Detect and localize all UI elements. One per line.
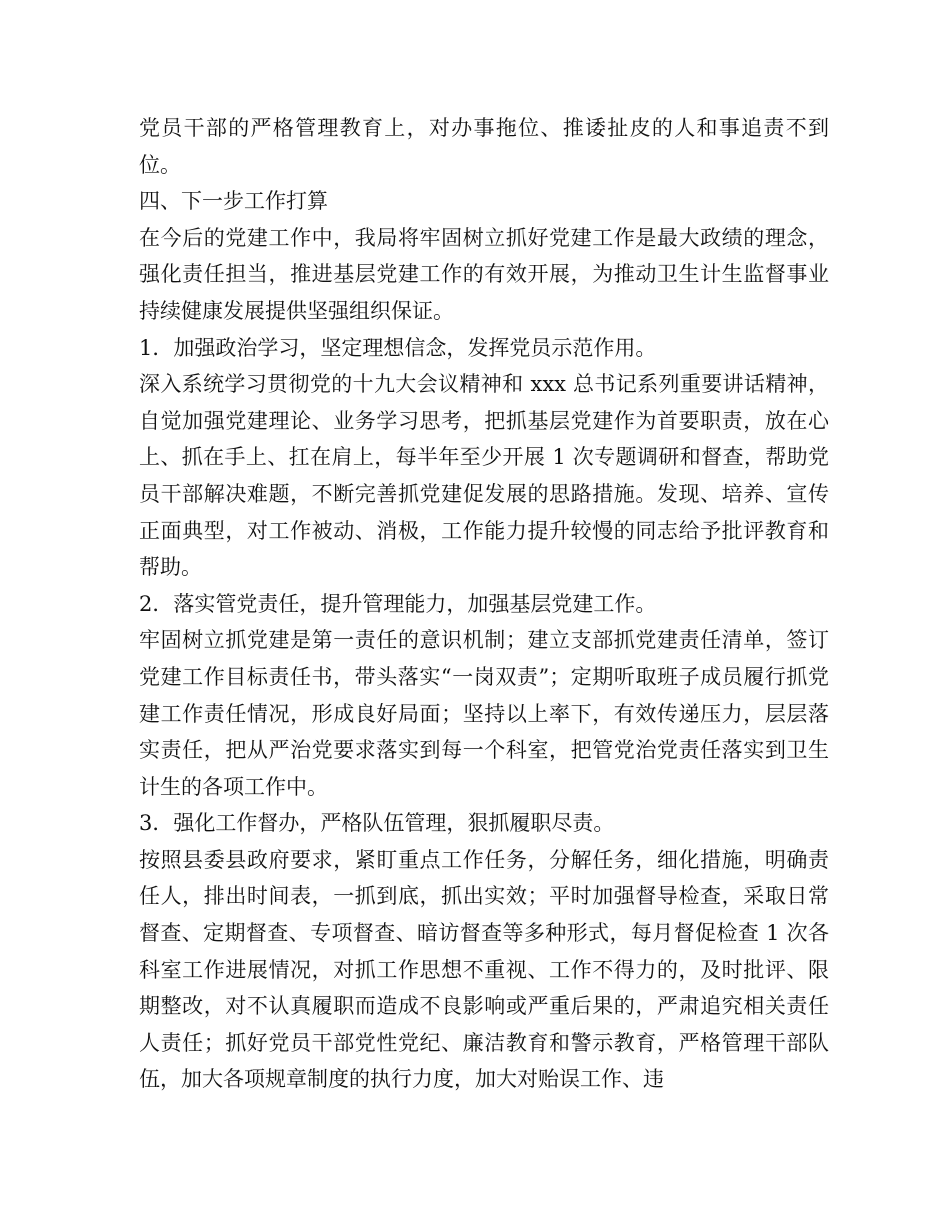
paragraph-intro: 在今后的党建工作中，我局将牢固树立抓好党建工作是最大政绩的理念，强化责任担当，推进基层党建工作的有效开展，为推动卫生计生监督事业持续健康发展提供坚强组织保证。 [139,225,829,323]
section-heading: 四、下一步工作打算 [139,189,328,214]
item-heading-1: 1．加强政治学习，坚定理想信念，发挥党员示范作用。 [139,335,657,360]
item-heading-3: 3．强化工作督办，严格队伍管理，狠抓履职尽责。 [139,811,615,836]
paragraph-continuation: 党员干部的严格管理教育上，对办事拖位、推诿扯皮的人和事追责不到位。 [139,116,829,177]
paragraph-item-3: 按照县委县政府要求，紧盯重点工作任务，分解任务，细化措施，明确责任人，排出时间表，一抓到底，抓出实效；平时加强督导检查，采取日常督查、定期督查、专项督查、暗访督查等多种形式，每月督促检查 1 次各科室工作进展情况，对抓工作思想不重视、工作不得力的，及时批评、限期整改，对不认真履职而造成不良影响或严重后果的，严肃追究相关责任人责任；抓好党员干部党性党纪、廉洁教育和警示教育，严格管理干部队伍，加大各项规章制度的执行力度，加大对贻误工作、违 [139,847,829,1092]
paragraph-item-2: 牢固树立抓党建是第一责任的意识机制；建立支部抓党建责任清单，签订党建工作目标责任书，带头落实“一岗双责”；定期听取班子成员履行抓党建工作责任情况，形成良好局面；坚持以上率下，有效传递压力，层层落实责任，把从严治党要求落实到每一个科室，把管党治党责任落实到卫生计生的各项工作中。 [139,628,829,799]
item-heading-2: 2．落实管党责任，提升管理能力，加强基层党建工作。 [139,591,657,616]
document-body [139,110,829,1098]
paragraph-item-1: 深入系统学习贯彻党的十九大会议精神和 xxx 总书记系列重要讲话精神，自觉加强党建理论、业务学习思考，把抓基层党建作为首要职责，放在心上、抓在手上、扛在肩上，每半年至少开展 1 次专题调研和督查，帮助党员干部解决难题，不断完善抓党建促发展的思路措施。发现、培养、宣传正面典型，对工作被动、消极，工作能力提升较慢的同志给予批评教育和帮助。 [139,372,829,580]
